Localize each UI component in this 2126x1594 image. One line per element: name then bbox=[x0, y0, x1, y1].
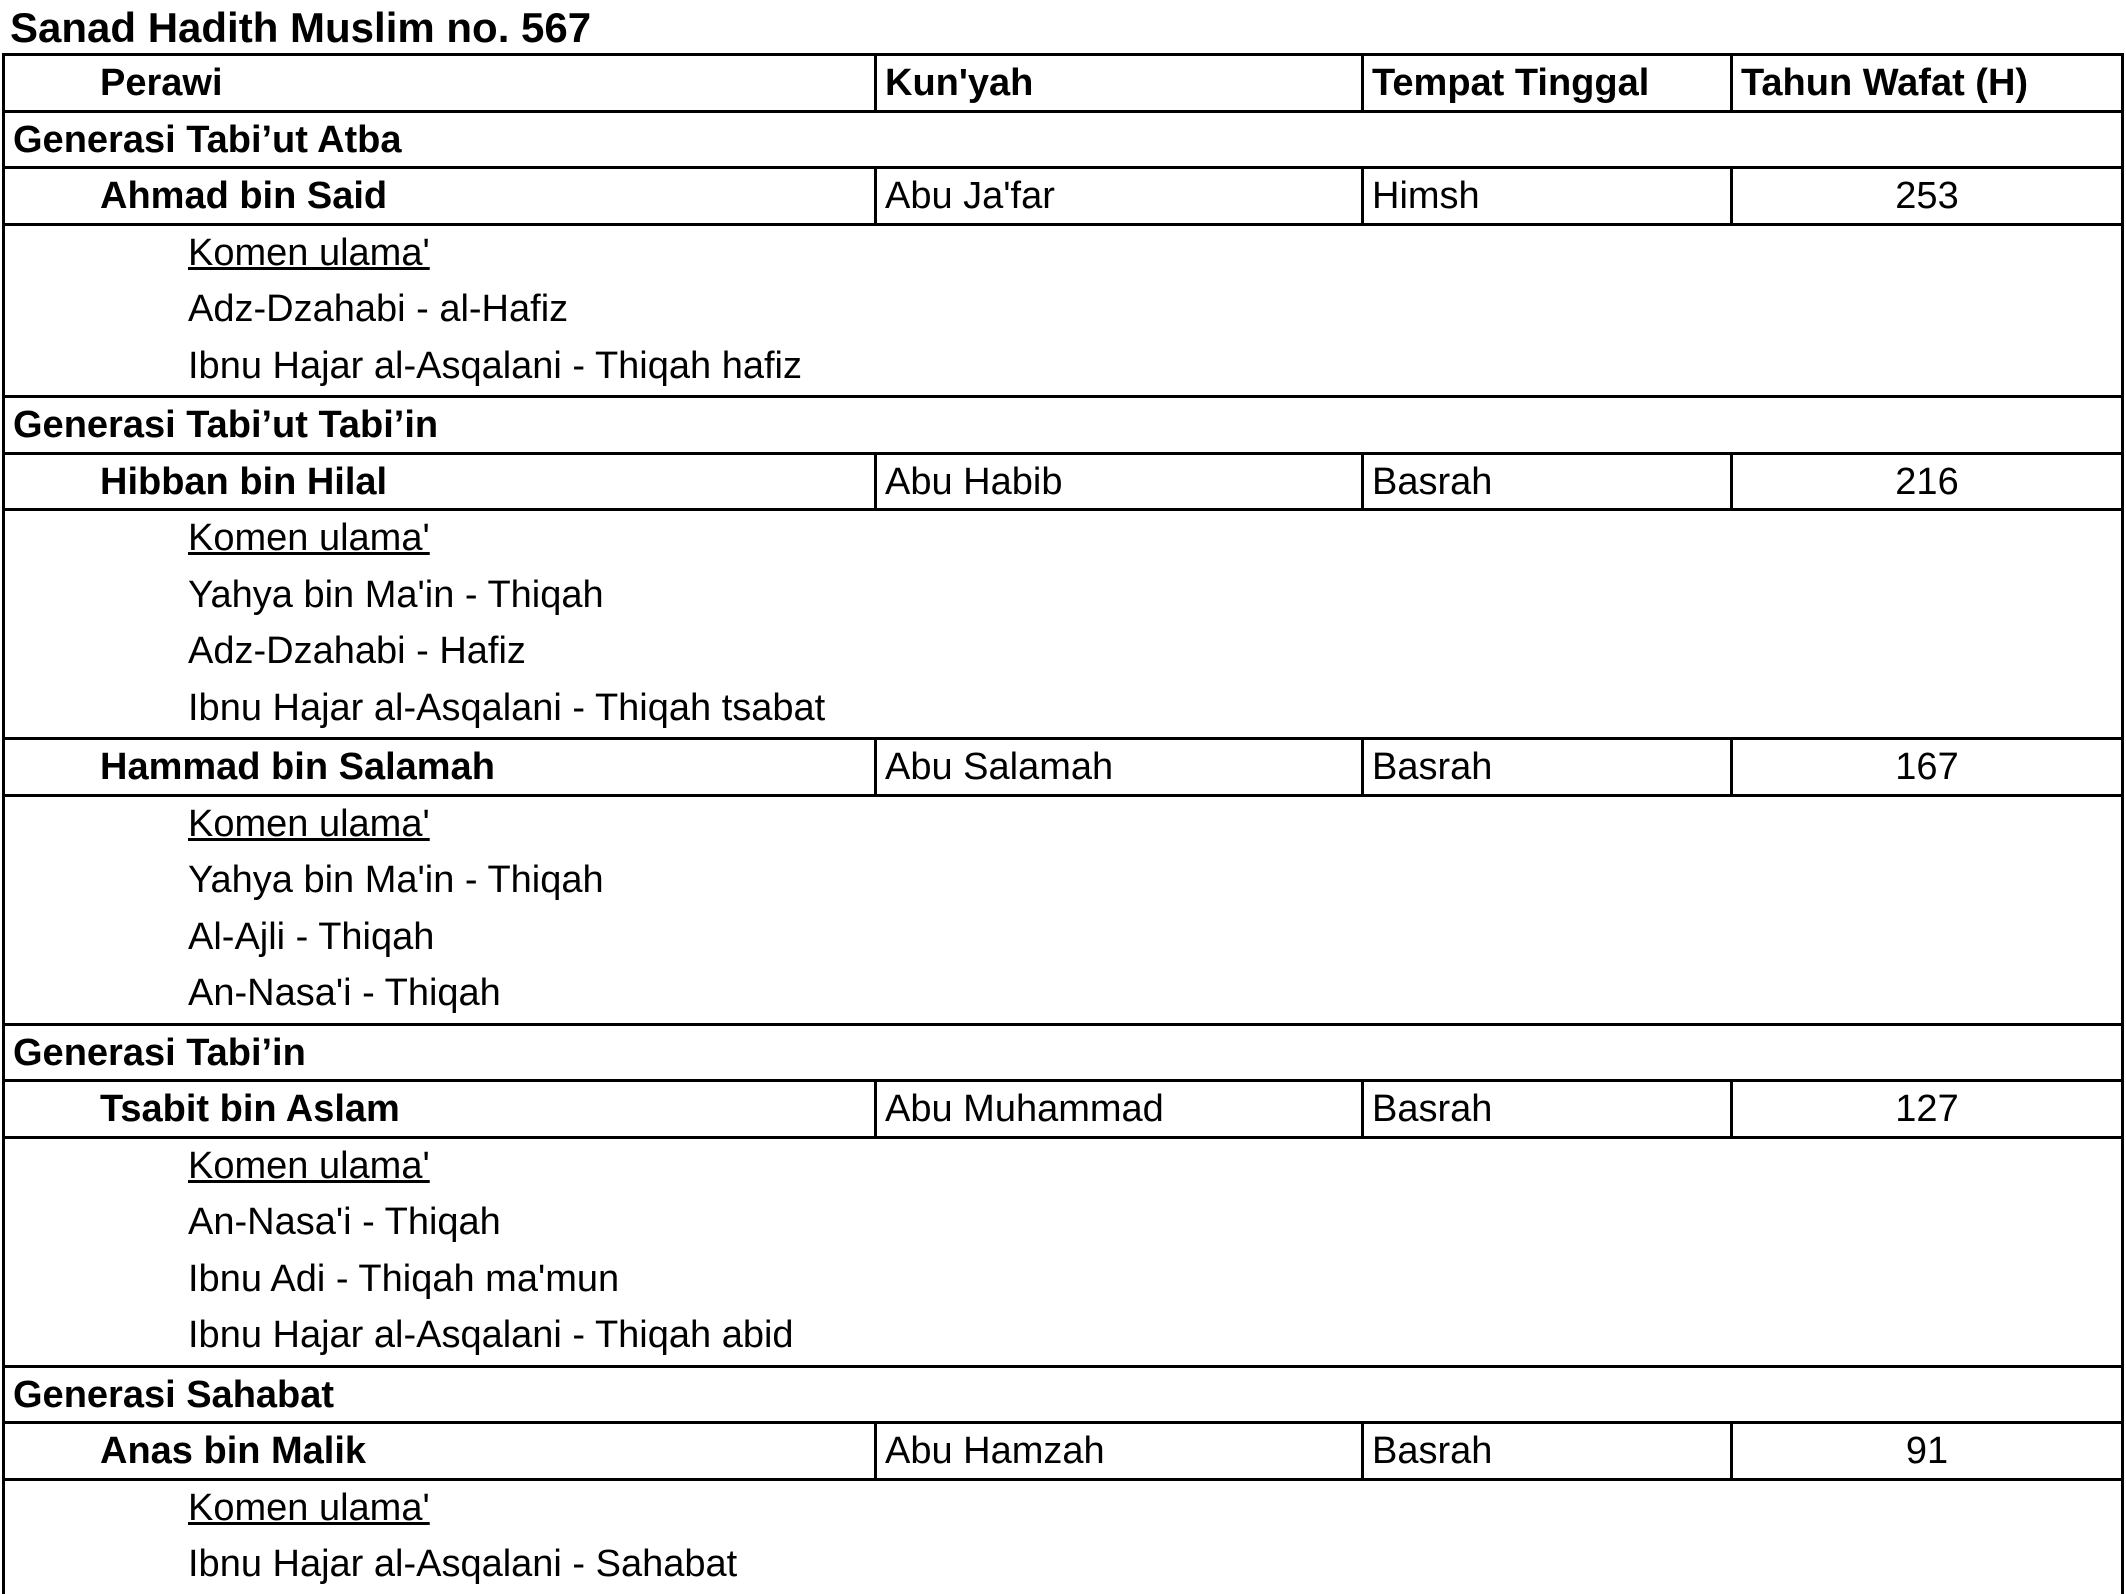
comment-line: Ibnu Hajar al-Asqalani - Thiqah hafiz bbox=[188, 344, 802, 387]
narrator-wafat: 253 bbox=[1895, 175, 1959, 217]
narrator-tempat: Himsh bbox=[1364, 169, 1733, 223]
comment-block bbox=[5, 797, 2121, 1026]
generation-row bbox=[5, 1026, 2121, 1083]
comment-line: Al-Ajli - Thiqah bbox=[188, 915, 435, 958]
narrator-name: Hammad bin Salamah bbox=[5, 740, 877, 794]
comment-line: Yahya bin Ma'in - Thiqah bbox=[188, 859, 604, 901]
narrator-kunyah: Abu Salamah bbox=[877, 740, 1364, 794]
sanad-table bbox=[2, 53, 2124, 1594]
generation-label: Generasi Tabi’ut Atba bbox=[13, 118, 402, 161]
comment-line: Ibnu Hajar al-Asqalani - Thiqah abid bbox=[188, 1314, 794, 1356]
narrator-name: Hibban bin Hilal bbox=[5, 455, 877, 509]
table-row bbox=[5, 1424, 2121, 1481]
narrator-name: Anas bin Malik bbox=[5, 1424, 877, 1478]
comment-line: Ibnu Adi - Thiqah ma'mun bbox=[188, 1257, 620, 1300]
comment-heading: Komen ulama' bbox=[188, 1144, 430, 1187]
narrator-wafat: 167 bbox=[1895, 746, 1959, 788]
generation-label: Generasi Sahabat bbox=[13, 1373, 335, 1416]
page-title: Sanad Hadith Muslim no. 567 bbox=[10, 4, 592, 51]
narrator-wafat: 127 bbox=[1895, 1088, 1959, 1130]
header-tempat-tinggal: Tempat Tinggal bbox=[1364, 56, 1733, 110]
generation-row bbox=[5, 398, 2121, 455]
comment-heading: Komen ulama' bbox=[188, 231, 430, 274]
comment-block bbox=[5, 511, 2121, 740]
table-row bbox=[5, 169, 2121, 226]
generation-label: Generasi Tabi’ut Tabi’in bbox=[13, 404, 439, 446]
table-row bbox=[5, 740, 2121, 797]
header-kunyah: Kun'yah bbox=[877, 56, 1364, 110]
comment-line: Yahya bin Ma'in - Thiqah bbox=[188, 573, 604, 616]
header-perawi: Perawi bbox=[5, 56, 877, 110]
comment-block bbox=[5, 1139, 2121, 1368]
generation-label: Generasi Tabi’in bbox=[13, 1031, 306, 1074]
narrator-kunyah: Abu Hamzah bbox=[877, 1424, 1364, 1478]
comment-line: Adz-Dzahabi - al-Hafiz bbox=[188, 288, 569, 330]
comment-heading: Komen ulama' bbox=[188, 802, 430, 845]
table-header-row bbox=[5, 56, 2121, 113]
narrator-name: Tsabit bin Aslam bbox=[5, 1082, 877, 1136]
narrator-name: Ahmad bin Said bbox=[5, 169, 877, 223]
comment-heading: Komen ulama' bbox=[188, 1486, 430, 1529]
comment-line: Adz-Dzahabi - Hafiz bbox=[188, 630, 526, 672]
comment-line: An-Nasa'i - Thiqah bbox=[188, 1201, 501, 1243]
comment-line: Ibnu Hajar al-Asqalani - Thiqah tsabat bbox=[188, 686, 826, 729]
header-tahun-wafat: Tahun Wafat (H) bbox=[1741, 62, 2029, 104]
narrator-wafat: 216 bbox=[1895, 460, 1959, 503]
comment-line: Ibnu Hajar al-Asqalani - Sahabat bbox=[188, 1543, 738, 1585]
comment-block bbox=[5, 226, 2121, 399]
table-row bbox=[5, 1082, 2121, 1139]
generation-row bbox=[5, 113, 2121, 170]
comment-line: An-Nasa'i - Thiqah bbox=[188, 972, 501, 1014]
table-row bbox=[5, 455, 2121, 512]
narrator-tempat: Basrah bbox=[1364, 1424, 1733, 1478]
narrator-kunyah: Abu Muhammad bbox=[877, 1082, 1364, 1136]
comment-heading: Komen ulama' bbox=[188, 517, 430, 559]
narrator-tempat: Basrah bbox=[1364, 455, 1733, 509]
narrator-kunyah: Abu Habib bbox=[877, 455, 1364, 509]
narrator-wafat: 91 bbox=[1905, 1430, 1949, 1472]
comment-block bbox=[5, 1481, 2121, 1594]
narrator-kunyah: Abu Ja'far bbox=[877, 169, 1364, 223]
narrator-tempat: Basrah bbox=[1364, 1082, 1733, 1136]
narrator-tempat: Basrah bbox=[1364, 740, 1733, 794]
generation-row bbox=[5, 1368, 2121, 1425]
